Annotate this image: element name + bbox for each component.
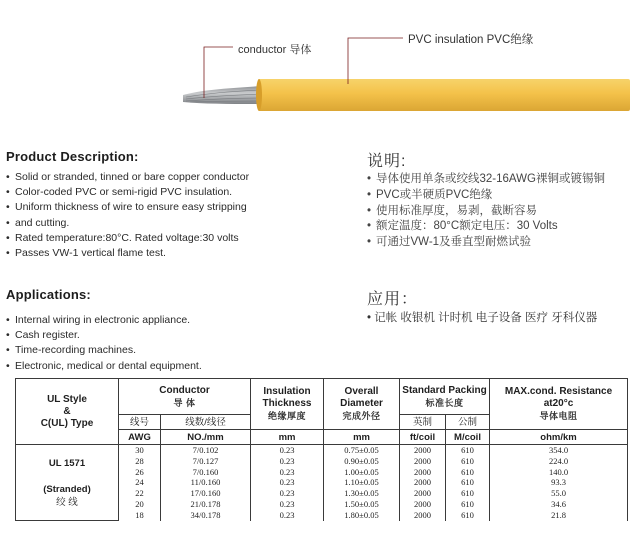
style-type-cn: 绞 线 <box>56 496 78 508</box>
diameter-header <box>324 379 400 430</box>
list-item: • Solid or stranded, tinned or bare copper conductor <box>6 170 351 185</box>
diameter-cell: 1.10±0.05 <box>324 477 400 488</box>
list-item: • 使用标准厚度，易剥，截断容易 <box>367 204 629 220</box>
conductor-callout: conductor 导体 <box>238 44 312 56</box>
insulation-cell: 0.23 <box>251 510 324 521</box>
list-item: • Cash register. <box>6 328 351 343</box>
awg-cell: 30 <box>119 445 161 456</box>
ft-coil-cell: 2000 <box>400 499 446 510</box>
applications-heading-cn: 应用： <box>367 291 419 308</box>
list-item: • Color-coded PVC or semi-rigid PVC insulation. <box>6 185 351 200</box>
ft-coil-cell: 2000 <box>400 477 446 488</box>
m-coil-cell: 610 <box>446 488 490 499</box>
diameter-label-cn: 完成外径 <box>342 411 381 421</box>
list-item: • 额定温度：80°C额定电压：30 Volts <box>367 219 629 235</box>
list-item: • PVC或半硬质PVC绝缘 <box>367 188 629 204</box>
unit-no-mm: NO./mm <box>161 430 251 445</box>
wire-illustration <box>0 0 630 140</box>
packing-sub-metric: 公制 <box>446 415 490 430</box>
ft-coil-cell: 2000 <box>400 488 446 499</box>
insulation-leader-line <box>348 38 403 84</box>
applications-list <box>6 313 351 374</box>
list-item: • Time-recording machines. <box>6 343 351 358</box>
unit-m-coil: M/coil <box>446 430 490 445</box>
applications-list-cn: • 记帐 收银机 计时机 电子设备 医疗 牙科仪器 <box>367 312 598 324</box>
insulation-cell: 0.23 <box>251 477 324 488</box>
resistance-cell: 224.0 <box>490 456 628 467</box>
ft-coil-cell: 2000 <box>400 467 446 478</box>
unit-ft-coil: ft/coil <box>400 430 446 445</box>
ul-style-cell <box>16 445 119 521</box>
awg-cell: 20 <box>119 499 161 510</box>
m-coil-cell: 610 <box>446 510 490 521</box>
cul-type-label: C(UL) Type <box>40 417 94 429</box>
m-coil-cell: 610 <box>446 456 490 467</box>
unit-diameter-mm: mm <box>324 430 400 445</box>
conductor-sub-awg-cn: 线号 <box>119 415 161 430</box>
product-description-heading-cn: 说明: <box>367 153 407 170</box>
conductor-label-cn: 导 体 <box>173 397 196 408</box>
list-item: • Uniform thickness of wire to ensure easy stripping <box>6 200 351 215</box>
resistance-cell: 21.8 <box>490 510 628 521</box>
awg-cell: 26 <box>119 467 161 478</box>
list-item-continuation: • and cutting. <box>6 216 351 231</box>
diameter-cell: 1.00±0.05 <box>324 467 400 478</box>
packing-sub-imperial: 英制 <box>400 415 446 430</box>
resistance-label: MAX.cond. Resistance at20°c <box>504 386 613 409</box>
ft-coil-cell: 2000 <box>400 510 446 521</box>
product-description-list <box>6 170 351 261</box>
awg-cell: 22 <box>119 488 161 499</box>
strand-cell: 7/0.102 <box>161 445 251 456</box>
strand-cell: 21/0.178 <box>161 499 251 510</box>
strand-cell: 11/0.160 <box>161 477 251 488</box>
conductor-sub-strand-cn: 线数/线径 <box>161 415 251 430</box>
insulation-label: Insulation Thickness <box>262 386 312 409</box>
m-coil-cell: 610 <box>446 499 490 510</box>
ul-style-amp: & <box>63 405 71 417</box>
strand-cell: 7/0.160 <box>161 467 251 478</box>
spec-table <box>15 378 628 521</box>
unit-ohm-km: ohm/km <box>490 430 628 445</box>
packing-label: Standard Packing <box>402 384 487 396</box>
diameter-cell: 0.75±0.05 <box>324 445 400 456</box>
resistance-cell: 93.3 <box>490 477 628 488</box>
awg-cell: 24 <box>119 477 161 488</box>
strand-cell: 34/0.178 <box>161 510 251 521</box>
ft-coil-cell: 2000 <box>400 456 446 467</box>
diameter-cell: 1.50±0.05 <box>324 499 400 510</box>
applications-heading: Applications: <box>6 287 91 302</box>
awg-cell: 18 <box>119 510 161 521</box>
packing-label-cn: 标准长度 <box>425 397 464 408</box>
list-item: • 导体使用单条或绞线32-16AWG裸铜或镀锡铜 <box>367 172 629 188</box>
spacer <box>16 470 118 483</box>
unit-awg: AWG <box>119 430 161 445</box>
m-coil-cell: 610 <box>446 477 490 488</box>
insulation-cell: 0.23 <box>251 499 324 510</box>
packing-header <box>400 379 490 415</box>
list-item: • 可通过VW-1及垂直型耐燃试验 <box>367 235 629 251</box>
resistance-cell: 354.0 <box>490 445 628 456</box>
m-coil-cell: 610 <box>446 467 490 478</box>
conductor-label: Conductor <box>159 384 210 396</box>
strand-cell: 17/0.160 <box>161 488 251 499</box>
list-item: • Internal wiring in electronic appliance. <box>6 313 351 328</box>
resistance-cell: 55.0 <box>490 488 628 499</box>
strand-cell: 7/0.127 <box>161 456 251 467</box>
list-item: • Passes VW-1 vertical flame test. <box>6 246 351 261</box>
diameter-label: Overall Diameter <box>340 386 383 409</box>
awg-cell: 28 <box>119 456 161 467</box>
unit-insulation-mm: mm <box>251 430 324 445</box>
insulation-label-cn: 绝缘厚度 <box>268 411 307 421</box>
insulation-cell: 0.23 <box>251 488 324 499</box>
pvc-insulation <box>258 79 630 111</box>
insulation-callout: PVC insulation PVC绝缘 <box>408 34 534 46</box>
resistance-header <box>490 379 628 430</box>
diameter-cell: 1.30±0.05 <box>324 488 400 499</box>
m-coil-cell: 610 <box>446 445 490 456</box>
resistance-cell: 140.0 <box>490 467 628 478</box>
list-item: • Electronic, medical or dental equipment. <box>6 359 351 374</box>
resistance-label-cn: 导体电阻 <box>539 411 578 421</box>
ft-coil-cell: 2000 <box>400 445 446 456</box>
resistance-cell: 34.6 <box>490 499 628 510</box>
style-name: UL 1571 <box>48 457 86 469</box>
insulation-cell: 0.23 <box>251 445 324 456</box>
table-row <box>16 445 628 456</box>
list-item: • Rated temperature:80°C. Rated voltage:30 volts <box>6 231 351 246</box>
ul-style-header <box>16 379 119 445</box>
conductor-header <box>119 379 251 415</box>
insulation-header <box>251 379 324 430</box>
product-description-list-cn <box>367 172 629 251</box>
diameter-cell: 0.90±0.05 <box>324 456 400 467</box>
ul-style-label: UL Style <box>47 393 87 405</box>
diameter-cell: 1.80±0.05 <box>324 510 400 521</box>
product-description-heading: Product Description: <box>6 149 139 164</box>
style-type: (Stranded) <box>43 483 91 495</box>
insulation-cell: 0.23 <box>251 456 324 467</box>
insulation-cell: 0.23 <box>251 467 324 478</box>
